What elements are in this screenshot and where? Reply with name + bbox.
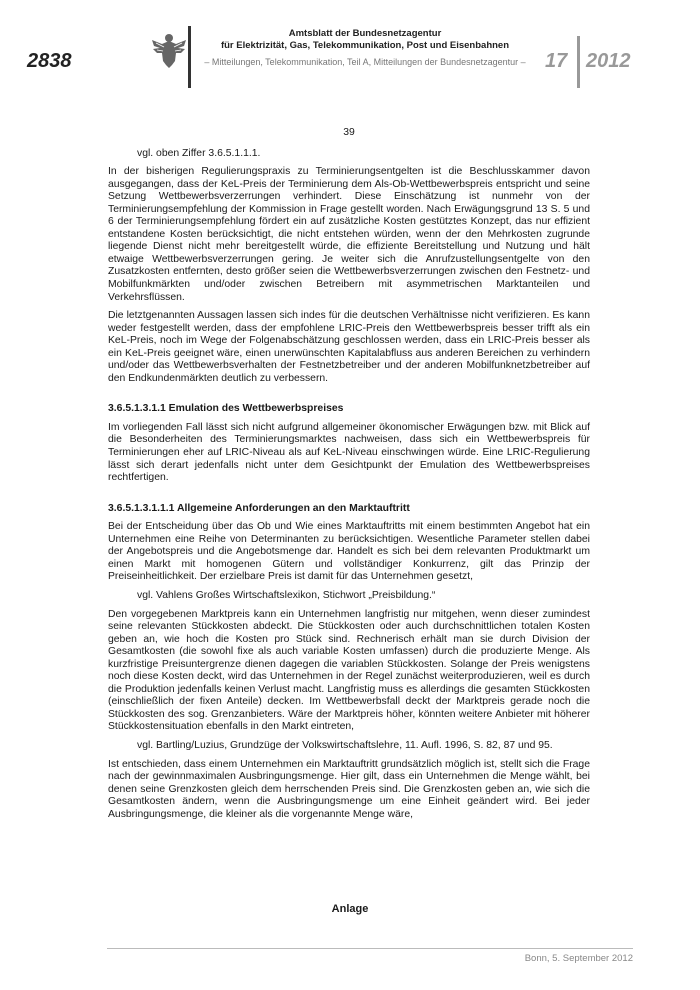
paragraph: Ist entschieden, dass einem Unternehmen ein Marktauftritt grundsätzlich möglich ist, stellt sich die Frage nach der gewinnmaximalen Ausbringungsmenge. Hier gilt, dass ein Unternehmen die Menge wählt, bei denen seine Grenzkosten gleich dem herrschenden Preis sind. Die Grenzkosten geben an, wie sich die Gesamtkosten ändern, wenn die Ausbringungsmenge um eine Einheit geändert wird. Bei jeder Ausbringungsmenge, die kleiner als die vorgenannte Menge wäre, <box>108 758 590 820</box>
federal-eagle-icon <box>148 30 190 70</box>
paragraph: Die letztgenannten Aussagen lassen sich indes für die deutschen Verhältnisse nicht verifizieren. Es kann weder festgestellt werden, dass der empfohlene LRIC-Preis den Wettbewerbspreis besser trifft als ein KeL-Preis, noch im Wege der Folgenabschätzung geschlossen werden, dass ein LRIC-Preis besser als ein KeL-Preis geeignet wäre, einen unerwünschten Kapitalabfluss aus anderen Bereichen zu verhindern und/oder das Wettbewerbsverhalten der Festnetzbetreiber und der anderen Mobilfunknetzbetreiber auf den Endkundenmärkten deutlich zu verbessern. <box>108 310 590 384</box>
paragraph: In der bisherigen Regulierungspraxis zu Terminierungsentgelten ist die Beschlusskammer davon ausgegangen, dass der KeL-Preis der Terminierung dem Als-Ob-Wettbewerbspreis entspricht und seine Setzung Wettbewerbsverzerrungen verhindert. Diese Einschätzung ist nunmehr von der Terminierungsempfehlung der Kommission in Frage gestellt worden. Nach Erwägungsgrund 13 S. 5 und 6 der Terminierungsempfehlung fördert ein auf zusätzliche Kosten gestütztes Konzept, das nur effizient entstandene Kosten berücksichtigt, die nicht entstehen würden, wenn der den Mehrkosten zugrunde liegende Dienst nicht mehr bereitgestellt würde, die effiziente Bereitstellung und Nutzung und hält etwaige Wettbewerbsverzerrungen gering. Je weiter sich die Anrufzustellungsentgelte von den Zusatzkosten entfernten, desto größer seien die Wettbewerbsverzerrungen zwischen den Festnetz- und Mobilfunkmärkten und/oder zwischen Betreibern mit asymmetrischen Marktanteilen und Verkehrsflüssen. <box>108 166 590 303</box>
citation: vgl. Bartling/Luzius, Grundzüge der Volkswirtschaftslehre, 11. Aufl. 1996, S. 82, 87 und 95. <box>137 739 553 751</box>
page-number: 2838 <box>27 50 72 72</box>
publication-title-line2: für Elektrizität, Gas, Telekommunikation, Post und Eisenbahnen <box>220 40 510 51</box>
inner-page-number: 39 <box>343 127 355 138</box>
publication-subtitle: – Mitteilungen, Telekommunikation, Teil A, Mitteilungen der Bundesnetzagentur – <box>204 57 526 67</box>
header-divider-right <box>577 36 580 88</box>
paragraph: Bei der Entscheidung über das Ob und Wie eines Marktauftritts mit einem bestimmten Angebot hat ein Unternehmen eine Reihe von Determinanten zu berücksichtigen. Wesentliche Parameter stellen dabei der Angebotspreis und die Angebotsmenge dar. Handelt es sich bei dem relevanten Produktmarkt um einen Markt mit homogenen Gütern und vollständiger Konkurrenz, gilt das Prinzip der Preiseinheitlichkeit. Der erzielbare Preis ist damit für das Unternehmen gesetzt, <box>108 521 590 583</box>
publication-title-line1: Amtsblatt der Bundesnetzagentur <box>288 28 442 39</box>
footer-divider <box>107 948 633 949</box>
citation: vgl. Vahlens Großes Wirtschaftslexikon, Stichwort „Preisbildung.“ <box>137 589 436 601</box>
issue-year: 2012 <box>586 50 631 72</box>
citation: vgl. oben Ziffer 3.6.5.1.1.1. <box>137 147 261 159</box>
issue-number: 17 <box>545 50 568 72</box>
paragraph: Im vorliegenden Fall lässt sich nicht aufgrund allgemeiner ökonomischer Erwägungen bzw. mit Blick auf die Besonderheiten des Terminierungsmarktes nachweisen, dass sich ein Wettbewerbspreis für Terminierungen eher auf LRIC-Niveau als auf KeL-Niveau einschwingen würde. Eine LRIC-Regulierung lässt sich derart jedenfalls nicht unter dem Gesichtpunkt der Emulation des Wettbewerbspreises rechtfertigen. <box>108 421 590 484</box>
page-header <box>0 0 700 100</box>
document-body <box>108 127 590 821</box>
section-heading: 3.6.5.1.3.1.1.1 Allgemeine Anforderungen an den Marktauftritt <box>108 502 410 514</box>
publication-title <box>190 28 540 52</box>
section-heading: 3.6.5.1.3.1.1 Emulation des Wettbewerbspreises <box>108 403 344 415</box>
footer-date: Bonn, 5. September 2012 <box>524 953 633 964</box>
paragraph: Den vorgegebenen Marktpreis kann ein Unternehmen langfristig nur mitgehen, wenn dieser zumindest seine relevanten Stückkosten abdeckt. Die Stückkosten oder auch durchschnittlichen totalen Kosten geben an, wie hoch die Kosten pro Stück sind. Rechnerisch erhält man sie durch Division der Gesamtkosten (die sowohl fixe als auch variable Kosten umfassen) durch die produzierte Menge. Als kurzfristige Preisuntergrenze dienen dagegen die variablen Stückkosten. Solange der Preis wenigstens noch diese Kosten deckt, wird das Unternehmen in der Regel zunächst weiterproduzieren, weil es durch die Produktion jedenfalls keinen Verlust macht. Langfristig muss es allerdings die gesamten Stückkosten (einschließlich der fixen Anteile) decken. Im Wettbewerbsfall deckt der Marktpreis gerade noch die Stückkosten des sog. Grenzanbieters. Wäre der Marktpreis höher, könnten weitere Anbieter mit höherer Stückkostensituation ebenfalls in den Markt eintreten, <box>108 608 590 733</box>
anlage-label: Anlage <box>331 903 369 915</box>
